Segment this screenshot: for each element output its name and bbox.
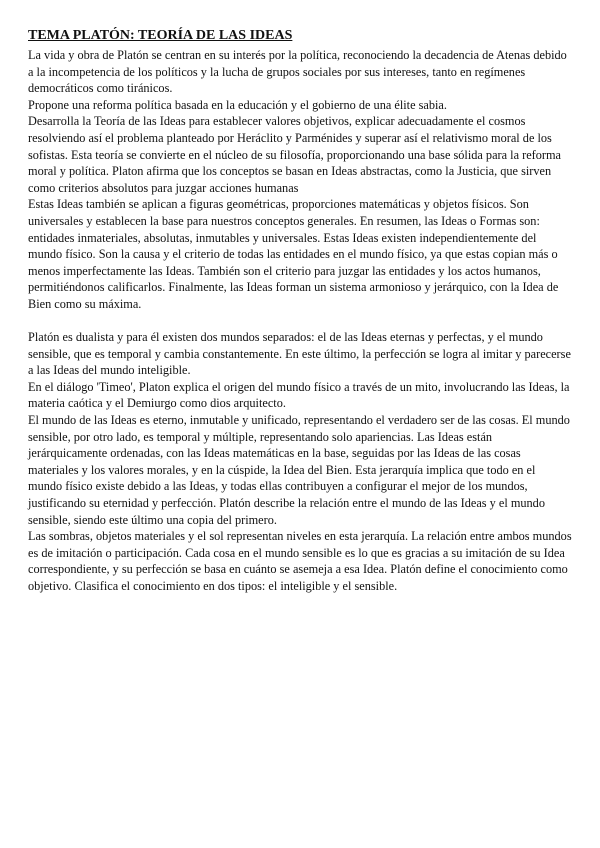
paragraph: Las sombras, objetos materiales y el sol representan niveles en esta jerarquía. La relación entre ambos mundos es de imitación o participación. Cada cosa en el mundo sensible es lo que es gracias a su imitación de su Idea correspondiente, y su perfección se basa en cuánto se asemeja a esa Idea. Platón define el conocimiento como objetivo. Clasifica el conocimiento en dos tipos: el inteligible y el sensible. bbox=[28, 529, 572, 593]
paragraph: Desarrolla la Teoría de las Ideas para establecer valores objetivos, explicar adecuadamente el cosmos resolviendo así el problema planteado por Heráclito y Parménides y superar así el relativismo moral de los sofistas. Esta teoría se convierte en el núcleo de su filosofía, proporcionando una base sólida para la reforma moral y política. Platon afirma que los conceptos se basan en Ideas abstractas, como la Justicia, que sirven como criterios absolutos para juzgar acciones humanas bbox=[28, 114, 562, 195]
paragraph-spacer bbox=[28, 313, 572, 330]
paragraph: Estas Ideas también se aplican a figuras geométricas, proporciones matemáticas y objetos físicos. Son universales y establecen la base para nuestros conceptos generales. En resumen, las Ideas o Formas son: entidades inmateriales, absolutas, inmutables y universales. Estas Ideas existen independientemente del mundo físico. Son la causa y el criterio de todas las entidades en el mundo físico, ya que estas copian más o menos imperfectamente las Ideas. También son el criterio para juzgar las entidades y los actos humanos, permitiéndonos calificarlos. Finalmente, las Ideas forman un sistema armonioso y jerárquico, con la Idea de Bien como su máxima. bbox=[28, 197, 559, 311]
document-body bbox=[28, 47, 572, 595]
paragraph: Platón es dualista y para él existen dos mundos separados: el de las Ideas eternas y perfectas, y el mundo sensible, que es temporal y cambia constantemente. En este último, la perfección se logra al imitar y parecerse a las Ideas del mundo inteligible. bbox=[28, 330, 571, 378]
paragraph: La vida y obra de Platón se centran en su interés por la política, reconociendo la decadencia de Atenas debido a la incompetencia de los políticos y la lucha de grupos sociales por sus intereses, tanto en regímenes democráticos como tiránicos. bbox=[28, 48, 567, 96]
paragraph: El mundo de las Ideas es eterno, inmutable y unificado, representando el verdadero ser de las cosas. El mundo sensible, por otro lado, es temporal y múltiple, representando solo apariencias. Las Ideas están jerárquicamente ordenadas, con las Ideas matemáticas en la base, seguidas por las Ideas de las cosas materiales y los valores morales, y en la cúspide, la Idea del Bien. Esta jerarquía implica que todo en el mundo físico existe debido a las Ideas, y todas ellas contribuyen a configurar el mejor de los mundos, justificando su eternidad y perfección. Platón describe la relación entre el mundo de las Ideas y el mundo sensible, siendo este último una copia del primero. bbox=[28, 413, 570, 527]
document-title: TEMA PLATÓN: TEORÍA DE LAS IDEAS bbox=[28, 28, 293, 43]
paragraph: En el diálogo 'Timeo', Platon explica el origen del mundo físico a través de un mito, involucrando las Ideas, la materia caótica y el Demiurgo como dios arquitecto. bbox=[28, 379, 570, 411]
paragraph: Propone una reforma política basada en la educación y el gobierno de una élite sabia. bbox=[28, 97, 447, 112]
